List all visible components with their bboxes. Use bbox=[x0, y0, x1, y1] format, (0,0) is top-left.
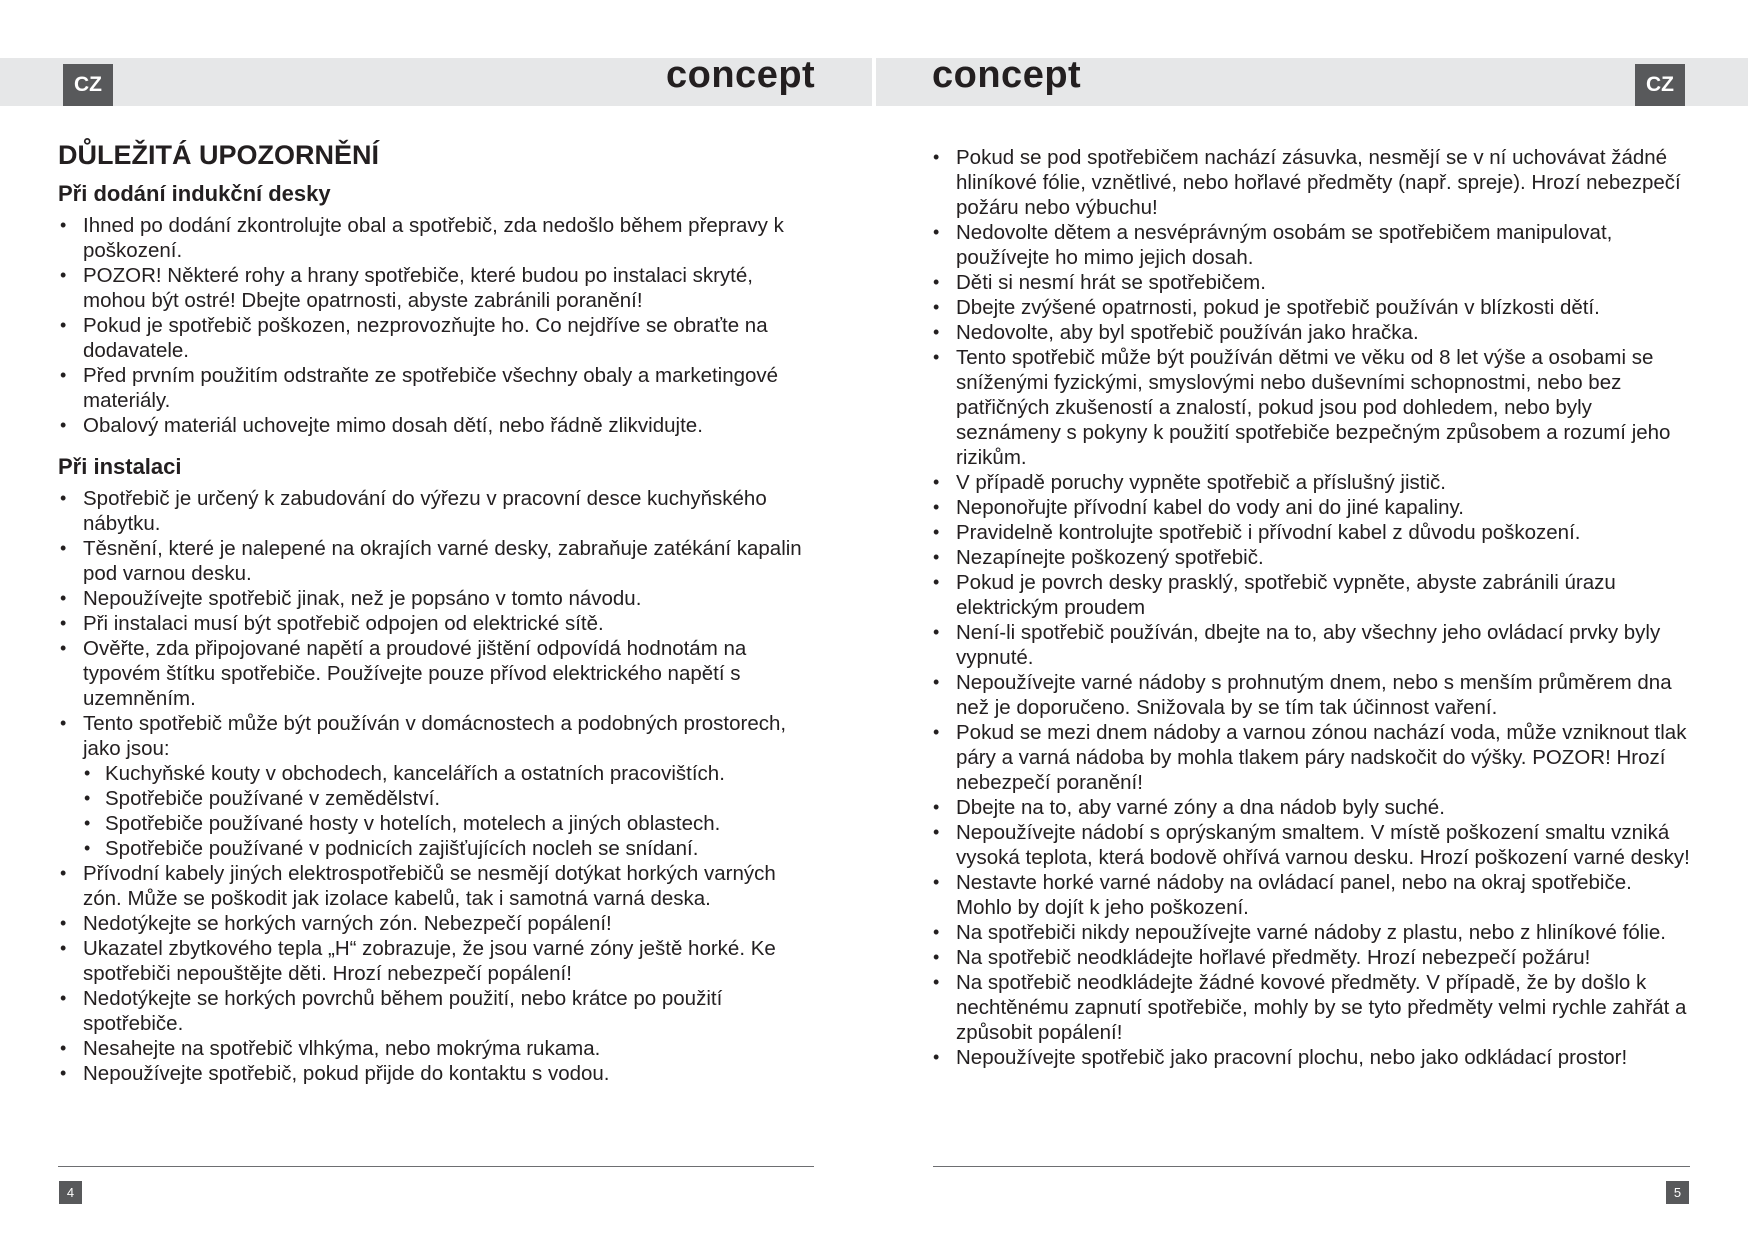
list-item: • Nedovolte, aby byl spotřebič používán jako hračka. bbox=[931, 320, 1693, 345]
list-item: • Nepoužívejte spotřebič jinak, než je popsáno v tomto návodu. bbox=[58, 586, 820, 611]
list-item: • Pokud se pod spotřebičem nachází zásuvka, nesmějí se v ní uchovávat žádné hliníkové fólie, vznětlivé, nebo hořlavé předměty (např. spreje). Hrozí nebezpečí požáru nebo výbuchu! bbox=[931, 145, 1693, 220]
nested-list-item: • Kuchyňské kouty v obchodech, kancelářích a ostatních pracovištích. bbox=[58, 761, 820, 786]
list-item: • Nepoužívejte spotřebič, pokud přijde do kontaktu s vodou. bbox=[58, 1061, 820, 1086]
delivery-list bbox=[58, 213, 820, 438]
page-number-right: 5 bbox=[1666, 1181, 1689, 1204]
list-item: • V případě poruchy vypněte spotřebič a příslušný jistič. bbox=[931, 470, 1693, 495]
list-item: • Pravidelně kontrolujte spotřebič i přívodní kabel z důvodu poškození. bbox=[931, 520, 1693, 545]
list-item: • Spotřebič je určený k zabudování do výřezu v pracovní desce kuchyňského nábytku. bbox=[58, 486, 820, 536]
list-item: • Nepoužívejte nádobí s oprýskaným smaltem. V místě poškození smaltu vzniká vysoká teplota, která bodově ohřívá varnou desku. Hrozí poškození varné desky! bbox=[931, 820, 1693, 870]
list-item: • Nezapínejte poškozený spotřebič. bbox=[931, 545, 1693, 570]
list-item: • Nestavte horké varné nádoby na ovládací panel, nebo na okraj spotřebiče. Mohlo by dojít k jeho poškození. bbox=[931, 870, 1693, 920]
list-item: • Před prvním použitím odstraňte ze spotřebiče všechny obaly a marketingové materiály. bbox=[58, 363, 820, 413]
list-item: • Nedotýkejte se horkých povrchů během použití, nebo krátce po použití spotřebiče. bbox=[58, 986, 820, 1036]
nested-list-item: • Spotřebiče používané v podnicích zajišťujících nocleh se snídaní. bbox=[58, 836, 820, 861]
list-item: • Dbejte na to, aby varné zóny a dna nádob byly suché. bbox=[931, 795, 1693, 820]
list-item: • Nedovolte dětem a nesvéprávným osobám se spotřebičem manipulovat, používejte ho mimo jejich dosah. bbox=[931, 220, 1693, 270]
list-item: • Nepoužívejte spotřebič jako pracovní plochu, nebo jako odkládací prostor! bbox=[931, 1045, 1693, 1070]
right-page bbox=[931, 145, 1693, 1070]
list-item: • Na spotřebič neodkládejte hořlavé předměty. Hrozí nebezpečí požáru! bbox=[931, 945, 1693, 970]
nested-list-item: • Spotřebiče používané hosty v hotelích, motelech a jiných oblastech. bbox=[58, 811, 820, 836]
safety-list bbox=[931, 145, 1693, 1070]
language-badge-left: CZ bbox=[63, 64, 113, 106]
language-badge-right: CZ bbox=[1635, 64, 1685, 106]
section-heading-installation: Při instalaci bbox=[58, 454, 182, 479]
list-item: • Pokud je povrch desky prasklý, spotřebič vypněte, abyste zabránili úrazu elektrickým proudem bbox=[931, 570, 1693, 620]
page-title: DŮLEŽITÁ UPOZORNĚNÍ bbox=[58, 140, 379, 170]
list-item: • Neponořujte přívodní kabel do vody ani do jiné kapaliny. bbox=[931, 495, 1693, 520]
list-item: • Nepoužívejte varné nádoby s prohnutým dnem, nebo s menším průměrem dna než je doporučeno. Snižovala by se tím tak účinnost vaření. bbox=[931, 670, 1693, 720]
list-item: • Ukazatel zbytkového tepla „H“ zobrazuje, že jsou varné zóny ještě horké. Ke spotřebiči nepouštějte děti. Hrozí nebezpečí popálení! bbox=[58, 936, 820, 986]
page-number-left: 4 bbox=[59, 1181, 82, 1204]
list-item: • Těsnění, které je nalepené na okrajích varné desky, zabraňuje zatékání kapalin pod varnou desku. bbox=[58, 536, 820, 586]
footer-divider-right bbox=[933, 1166, 1690, 1167]
list-item: • Tento spotřebič může být používán v domácnostech a podobných prostorech, jako jsou: bbox=[58, 711, 820, 761]
list-item: • Na spotřebiči nikdy nepoužívejte varné nádoby z plastu, nebo z hliníkové fólie. bbox=[931, 920, 1693, 945]
list-item: • Obalový materiál uchovejte mimo dosah dětí, nebo řádně zlikvidujte. bbox=[58, 413, 820, 438]
nested-list-item: • Spotřebiče používané v zemědělství. bbox=[58, 786, 820, 811]
list-item: • Tento spotřebič může být používán dětmi ve věku od 8 let výše a osobami se sníženými fyzickými, smyslovými nebo duševními schopnostmi, nebo bez patřičných zkušeností a znalostí, pokud jsou pod dohledem, nebo byly seznámeny s pokyny k použití spotřebiče bezpečným způsobem a rozumí jeho rizikům. bbox=[931, 345, 1693, 470]
list-item: • Není-li spotřebič používán, dbejte na to, aby všechny jeho ovládací prvky byly vypnuté. bbox=[931, 620, 1693, 670]
list-item: • Pokud je spotřebič poškozen, nezprovozňujte ho. Co nejdříve se obraťte na dodavatele. bbox=[58, 313, 820, 363]
list-item: • Ihned po dodání zkontrolujte obal a spotřebič, zda nedošlo během přepravy k poškození. bbox=[58, 213, 820, 263]
section-heading-delivery: Při dodání indukční desky bbox=[58, 181, 331, 206]
list-item: • Na spotřebič neodkládejte žádné kovové předměty. V případě, že by došlo k nechtěnému zapnutí spotřebiče, mohly by se tyto předměty velmi rychle zahřát a způsobit popálení! bbox=[931, 970, 1693, 1045]
left-page bbox=[58, 140, 820, 1086]
list-item: • Děti si nesmí hrát se spotřebičem. bbox=[931, 270, 1693, 295]
list-item: • Nesahejte na spotřebič vlhkýma, nebo mokrýma rukama. bbox=[58, 1036, 820, 1061]
list-item: • Dbejte zvýšené opatrnosti, pokud je spotřebič používán v blízkosti dětí. bbox=[931, 295, 1693, 320]
footer-divider-left bbox=[58, 1166, 814, 1167]
brand-logo-left: concept bbox=[666, 54, 816, 96]
list-item: • Při instalaci musí být spotřebič odpojen od elektrické sítě. bbox=[58, 611, 820, 636]
list-item: • POZOR! Některé rohy a hrany spotřebiče, které budou po instalaci skryté, mohou být ostré! Dbejte opatrnosti, abyste zabránili poranění! bbox=[58, 263, 820, 313]
brand-logo-right: concept bbox=[932, 54, 1082, 96]
installation-list bbox=[58, 486, 820, 1086]
list-item: • Ověřte, zda připojované napětí a proudové jištění odpovídá hodnotám na typovém štítku spotřebiče. Používejte pouze přívod elektrického napětí s uzemněním. bbox=[58, 636, 820, 711]
list-item: • Nedotýkejte se horkých varných zón. Nebezpečí popálení! bbox=[58, 911, 820, 936]
list-item: • Pokud se mezi dnem nádoby a varnou zónou nachází voda, může vzniknout tlak páry a varná nádoba by mohla tlakem páry nadskočit do výšky. POZOR! Hrozí nebezpečí poranění! bbox=[931, 720, 1693, 795]
list-item: • Přívodní kabely jiných elektrospotřebičů se nesmějí dotýkat horkých varných zón. Může se poškodit jak izolace kabelů, tak i samotná varná deska. bbox=[58, 861, 820, 911]
